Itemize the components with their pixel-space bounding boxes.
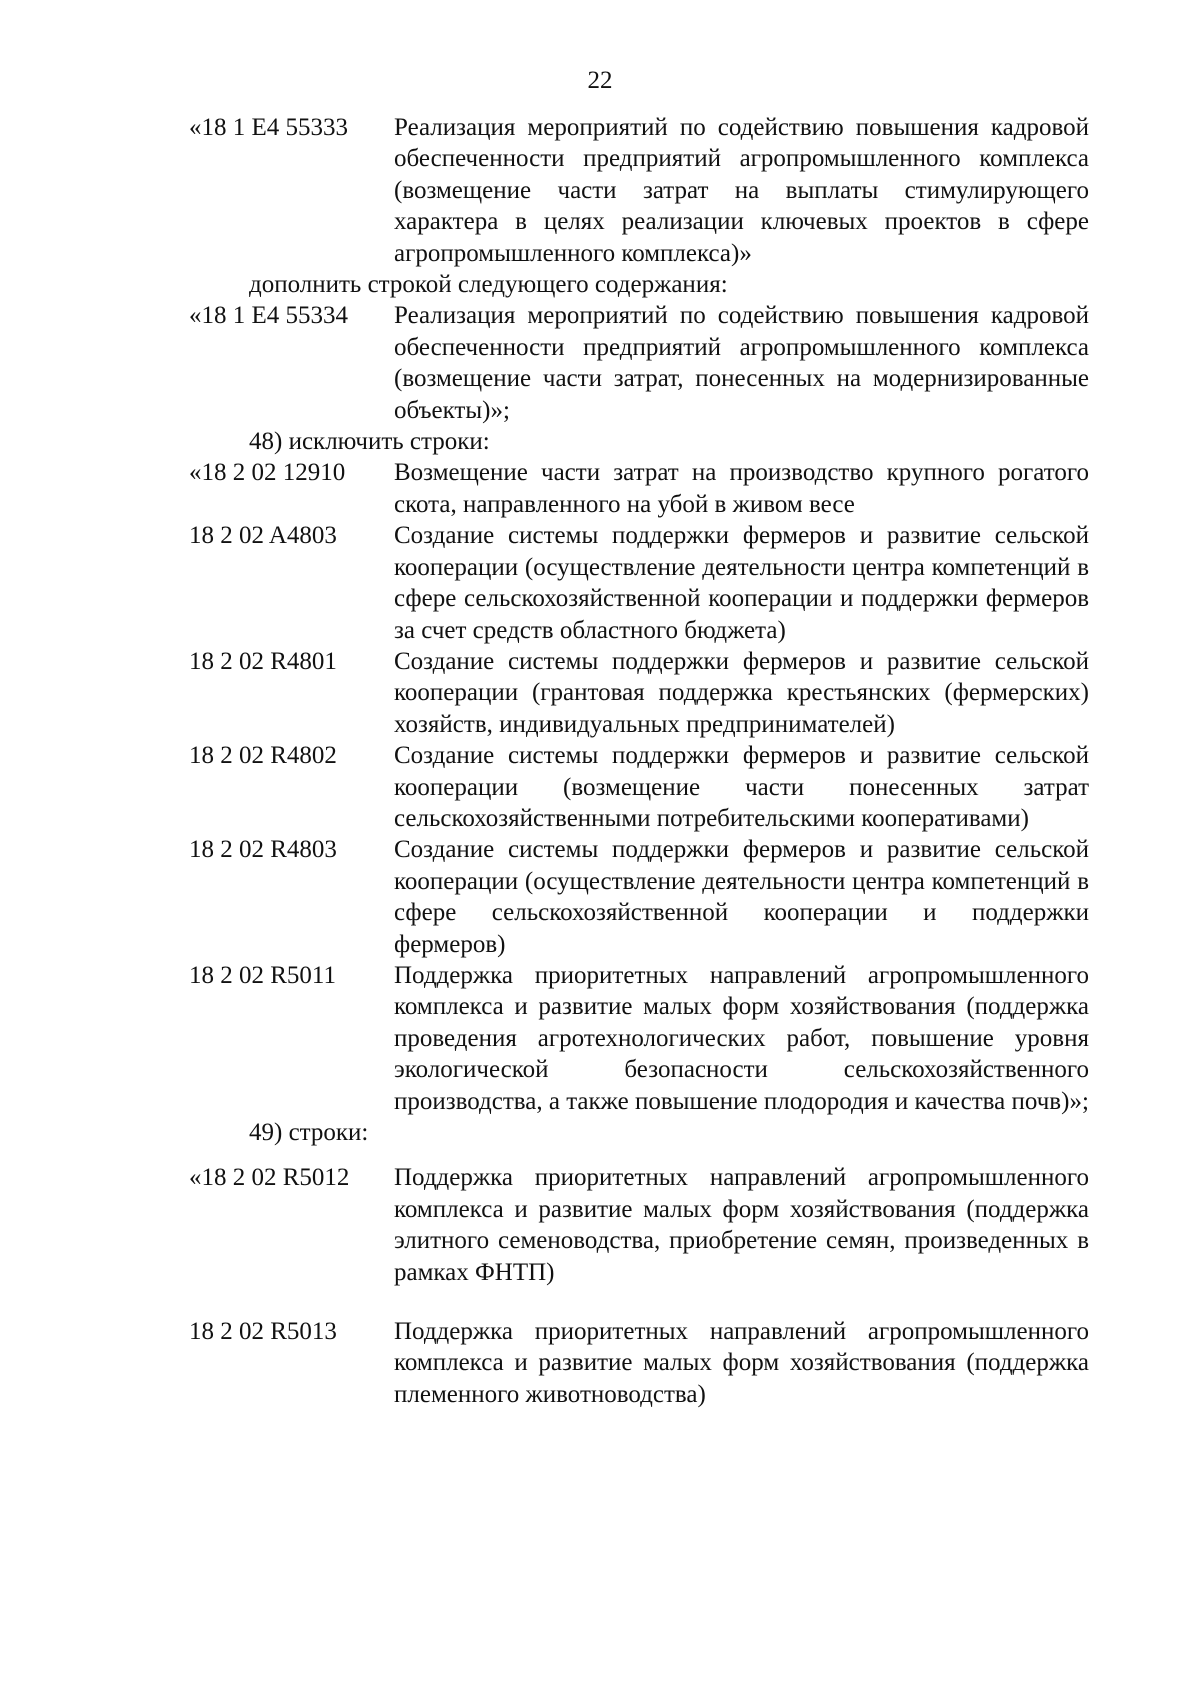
budget-code: «18 1 E4 55334 <box>189 302 349 330</box>
code-row <box>189 520 1089 646</box>
code-description: Реализация мероприятий по содействию повышения кадровой обеспеченности предприятий агропромышленного комплекса (возмещение части затрат на выплаты стимулирующего характера в целях реализации ключевых проектов в сфере агропромышленного комплекса)» <box>394 114 1089 267</box>
code-row <box>189 112 1089 269</box>
code-description: Поддержка приоритетных направлений агропромышленного комплекса и развитие малых форм хозяйствования (поддержка племенного животноводства) <box>394 1318 1089 1408</box>
budget-code: «18 2 02 12910 <box>189 459 346 487</box>
budget-code: 18 2 02 R4803 <box>189 836 337 864</box>
code-description: Создание системы поддержки фермеров и развитие сельской кооперации (грантовая поддержка крестьянских (фермерских) хозяйств, индивидуальных предпринимателей) <box>394 647 1089 738</box>
code-description: Возмещение части затрат на производство крупного рогатого скота, направленного на убой в живом весе <box>394 459 1089 518</box>
spacer <box>189 1148 1089 1162</box>
instruction-line: 48) исключить строки: <box>249 428 490 456</box>
document-body <box>189 112 1089 1410</box>
spacer <box>189 1288 1089 1302</box>
instruction-line: дополнить строкой следующего содержания: <box>249 271 728 299</box>
budget-code: 18 2 02 R5011 <box>189 961 336 989</box>
code-description: Реализация мероприятий по содействию повышения кадровой обеспеченности предприятий агропромышленного комплекса (возмещение части затрат, понесенных на модернизированные объекты)»; <box>394 302 1089 424</box>
code-row <box>189 834 1089 960</box>
code-row <box>189 740 1089 834</box>
code-description: Поддержка приоритетных направлений агропромышленного комплекса и развитие малых форм хозяйствования (поддержка проведения агротехнологических работ, повышение уровня экологической безопасности сельскохозяйственного производства, а также повышение плодородия и качества почв)»; <box>394 961 1089 1115</box>
budget-code: 18 2 02 R4802 <box>189 742 337 770</box>
code-row <box>189 1316 1089 1410</box>
code-description: Поддержка приоритетных направлений агропромышленного комплекса и развитие малых форм хозяйствования (поддержка элитного семеноводства, приобретение семян, произведенных в рамках ФНТП) <box>394 1164 1089 1286</box>
page-number: 22 <box>587 67 613 94</box>
budget-code: 18 2 02 A4803 <box>189 522 337 550</box>
code-description: Создание системы поддержки фермеров и развитие сельской кооперации (возмещение части понесенных затрат сельскохозяйственными потребительскими кооперативами) <box>394 742 1089 832</box>
code-row <box>189 300 1089 426</box>
instruction-line: 49) строки: <box>249 1119 369 1146</box>
code-row <box>189 960 1089 1117</box>
code-row <box>189 646 1089 740</box>
spacer <box>189 1302 1089 1316</box>
budget-code: «18 2 02 R5012 <box>189 1164 350 1192</box>
code-description: Создание системы поддержки фермеров и развитие сельской кооперации (осуществление деятельности центра компетенций в сфере сельскохозяйственной кооперации и поддержки фермеров за счет средств областного бюджета) <box>394 522 1089 644</box>
code-row <box>189 457 1089 520</box>
code-row <box>189 1162 1089 1288</box>
budget-code: 18 2 02 R5013 <box>189 1318 337 1346</box>
budget-code: «18 1 E4 55333 <box>189 114 349 141</box>
budget-code: 18 2 02 R4801 <box>189 647 337 675</box>
code-description: Создание системы поддержки фермеров и развитие сельской кооперации (осуществление деятельности центра компетенций в сфере сельскохозяйственной кооперации и поддержки фермеров) <box>394 836 1089 958</box>
